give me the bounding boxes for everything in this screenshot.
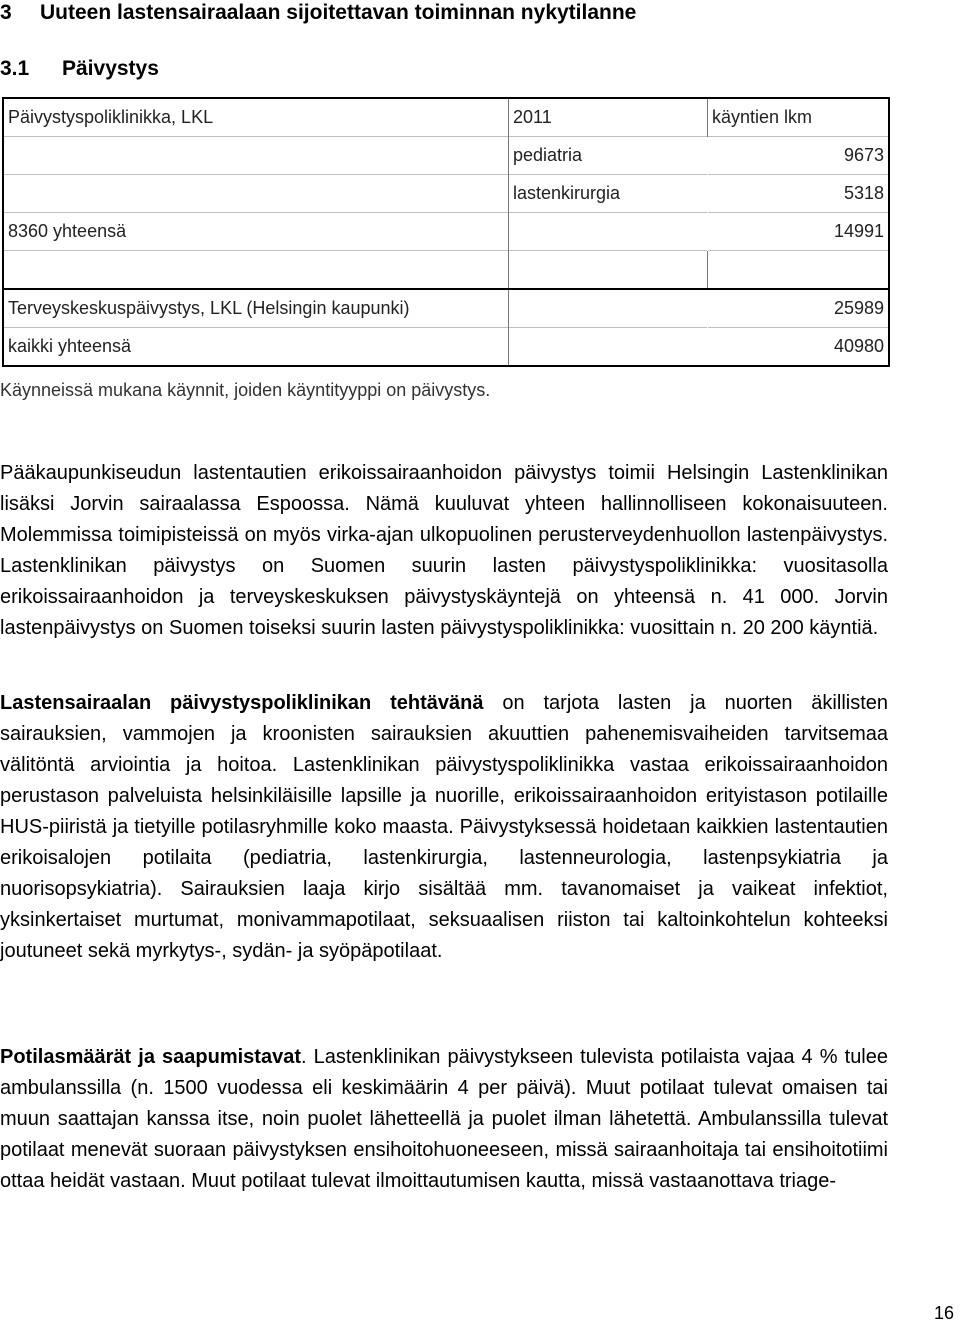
paragraph <box>0 688 888 967</box>
table-cell: Päivystyspoliklinikka, LKL <box>3 98 509 137</box>
table-row <box>3 98 889 137</box>
chapter-title: Uuteen lastensairaalaan sijoitettavan toiminnan nykytilanne <box>40 1 637 24</box>
paragraph-text: on tarjota lasten ja nuorten äkillisten sairauksien, vammojen ja kroonisten sairauksien akuuttien pahenemisvaiheiden tarvitsemaa välitöntä arviointia ja hoitoa. Lastenklinikan päivystyspoliklinikka vastaa erikoissairaanhoidon perustason palveluista helsinkiläisille lapsille ja nuorille, erikoissairaanhoidon erityistason potilaille HUS-piiristä ja tietyille potilasryhmille koko maasta. Päivystyksessä hoidetaan kaikkien lastentautien erikoisalojen potilaita (pediatria, lastenkirurgia, lastenneurologia, lastenpsykiatria ja nuorisopsykiatria). Sairauksien laaja kirjo sisältää mm. tavanomaiset ja vaikeat infektiot, yksinkertaiset murtumat, monivammapotilaat, seksuaalisen riiston tai kaltoinkohtelun kohteeksi joutuneet sekä myrkytys-, sydän- ja syöpäpotilaat. <box>0 692 889 962</box>
section-title: Päivystys <box>62 57 159 80</box>
table-cell <box>509 251 708 290</box>
paragraph <box>0 1042 888 1197</box>
table-cell: 25989 <box>708 289 890 328</box>
paragraph-text: . Lastenklinikan päivystykseen tulevista potilaista vajaa 4 % tulee ambulanssilla (n. 1500 vuodessa eli keskimäärin 4 per päivä). Muut potilaat tulevat omaisen tai muun saattajan kanssa itse, noin puolet lähetteellä ja puolet ilman lähetettä. Ambulanssilla tulevat potilaat menevät suoraan päivystyksen ensihoitohuoneeseen, missä sairaanhoitaja tai ensihoitotiimi ottaa heidät vastaan. Muut potilaat tulevat ilmoittautumisen kautta, missä vastaanottava triage- <box>0 1046 888 1192</box>
chapter-number: 3 <box>0 1 12 24</box>
table-cell <box>3 251 509 290</box>
table-caption: Käynneissä mukana käynnit, joiden käyntityyppi on päivystys. <box>0 380 491 400</box>
table-cell: 9673 <box>708 137 890 175</box>
table-cell <box>3 175 509 213</box>
table-cell: 2011 <box>509 98 708 137</box>
table-row <box>3 175 889 213</box>
table-row <box>3 213 889 251</box>
paragraph-lead: Lastensairaalan päivystyspoliklinikan tehtävänä <box>0 692 484 714</box>
section-number: 3.1 <box>0 57 30 80</box>
table-cell <box>509 289 708 328</box>
table-cell: lastenkirurgia <box>509 175 708 213</box>
table-row <box>3 137 889 175</box>
table-cell <box>3 137 509 175</box>
table-cell: 14991 <box>708 213 890 251</box>
table-cell: 40980 <box>708 328 890 367</box>
page-number: 16 <box>933 1303 954 1323</box>
table-row <box>3 251 889 290</box>
table-cell: 5318 <box>708 175 890 213</box>
table-cell: 8360 yhteensä <box>3 213 509 251</box>
table-cell: Terveyskeskuspäivystys, LKL (Helsingin kaupunki) <box>3 289 509 328</box>
chapter-heading <box>0 0 960 26</box>
table-cell <box>708 251 890 290</box>
table-cell <box>509 328 708 367</box>
paragraph-lead: Potilasmäärät ja saapumistavat <box>0 1046 301 1068</box>
section-heading <box>0 56 960 82</box>
visits-table <box>2 97 890 367</box>
table-cell: pediatria <box>509 137 708 175</box>
table-row <box>3 328 889 367</box>
table-cell <box>509 213 708 251</box>
table-cell: kaikki yhteensä <box>3 328 509 367</box>
table-row <box>3 289 889 328</box>
paragraph: Pääkaupunkiseudun lastentautien erikoissairaanhoidon päivystys toimii Helsingin Lastenklinikan lisäksi Jorvin sairaalassa Espoossa. Nämä kuuluvat yhteen hallinnolliseen kokonaisuuteen. Molemmissa toimipisteissä on myös virka-ajan ulkopuolinen perusterveydenhuollon lastenpäivystys. Lastenklinikan päivystys on Suomen suurin lasten päivystyspoliklinikka: vuositasolla erikoissairaanhoidon ja terveyskeskuksen päivystyskäyntejä on yhteensä n. 41 000. Jorvin lastenpäivystys on Suomen toiseksi suurin lasten päivystyspoliklinikka: vuosittain n. 20 200 käyntiä. <box>0 462 888 639</box>
table-cell: käyntien lkm <box>708 98 890 137</box>
